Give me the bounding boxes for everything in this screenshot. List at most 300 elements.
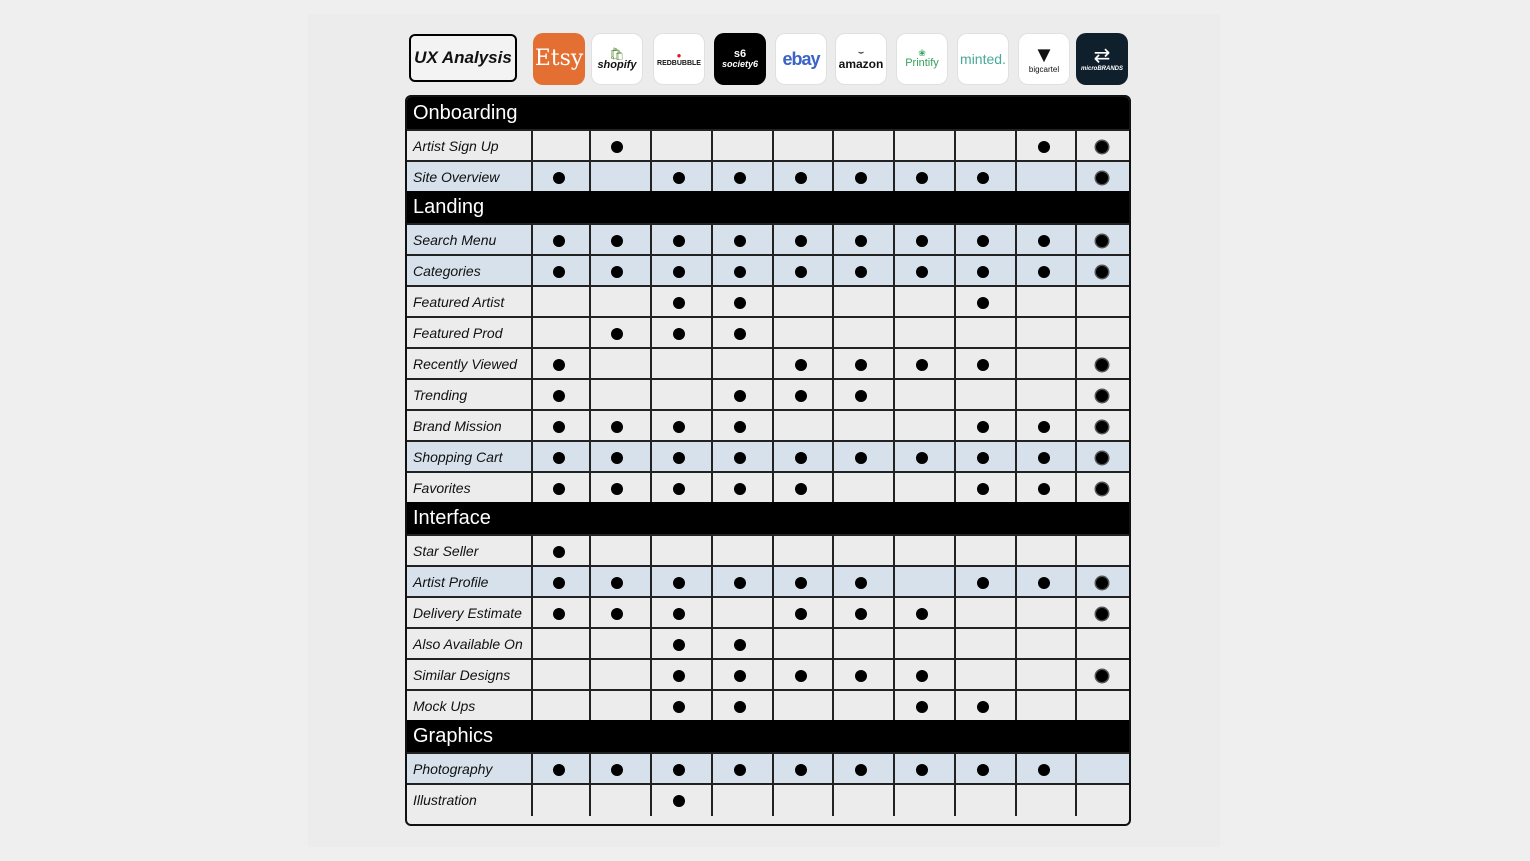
column-divider [832,629,834,660]
column-divider [832,162,834,193]
column-divider [772,691,774,722]
column-divider [1015,473,1017,504]
column-divider [954,225,956,256]
brand-name: amazon [838,57,884,71]
feature-mark-ebay [795,764,807,776]
row-label: Featured Prod [413,324,503,341]
column-divider [1015,349,1017,380]
column-divider [650,567,652,598]
column-divider [1015,442,1017,473]
feature-mark-society6 [734,670,746,682]
column-divider [711,287,713,318]
brand-logo-shopify [591,33,643,85]
column-divider [589,318,591,349]
table-row [407,316,1129,347]
chart-title: UX Analysis [409,34,517,82]
feature-mark-minted [977,577,989,589]
table-row [407,783,1129,814]
row-label: Featured Artist [413,293,505,310]
column-divider [589,598,591,629]
column-divider [1075,785,1077,816]
feature-mark-etsy [553,359,565,371]
column-divider [832,442,834,473]
feature-mark-ebay [795,670,807,682]
brand-logo-minted [957,33,1009,85]
feature-mark-minted [977,452,989,464]
column-divider [650,785,652,816]
column-divider [1075,411,1077,442]
column-divider [954,660,956,691]
feature-mark-minted [977,266,989,278]
printify-leaf-icon: ❀ [918,48,926,58]
section-header-landing: Landing [407,191,1129,223]
feature-mark-minted [977,359,989,371]
column-divider [832,318,834,349]
feature-mark-amazon [855,359,867,371]
feature-mark-society6 [734,764,746,776]
column-divider [893,318,895,349]
column-divider [832,567,834,598]
feature-mark-ebay [795,390,807,402]
feature-mark-redbubble [673,452,685,464]
feature-mark-amazon [855,390,867,402]
column-divider [589,442,591,473]
brand-name: ebay [782,49,820,69]
brand-logo-micro-brands [1076,33,1128,85]
feature-mark-amazon [855,452,867,464]
column-divider [531,660,533,691]
column-divider [832,225,834,256]
column-divider [650,598,652,629]
feature-mark-society6 [734,235,746,247]
table-row [407,689,1129,720]
column-divider [893,785,895,816]
column-divider [711,473,713,504]
brand-name: REDBUBBLE [657,59,701,67]
column-divider [711,380,713,411]
column-divider [893,536,895,567]
column-divider [589,162,591,193]
feature-mark-amazon [855,670,867,682]
column-divider [1075,691,1077,722]
column-divider [650,162,652,193]
column-divider [1015,256,1017,287]
feature-mark-society6 [734,266,746,278]
feature-mark-society6 [734,390,746,402]
column-divider [1015,287,1017,318]
feature-mark-etsy [553,421,565,433]
column-divider [531,225,533,256]
column-divider [772,131,774,162]
feature-mark-ebay [795,483,807,495]
feature-mark-redbubble [673,235,685,247]
feature-mark-redbubble [673,172,685,184]
feature-mark-etsy [553,452,565,464]
column-divider [650,287,652,318]
feature-mark-shopify [611,421,623,433]
feature-mark-shopify [611,266,623,278]
feature-mark-printify [916,670,928,682]
section-header-onboarding: Onboarding [407,97,1129,129]
column-divider [589,567,591,598]
feature-mark-ebay [795,172,807,184]
column-divider [1075,536,1077,567]
table-row [407,347,1129,378]
brand-logo-society6 [714,33,766,85]
feature-mark-etsy [553,577,565,589]
feature-mark-big-cartel [1038,764,1050,776]
column-divider [954,473,956,504]
column-divider [832,380,834,411]
column-divider [1075,473,1077,504]
column-divider [531,629,533,660]
column-divider [772,318,774,349]
brand-logo-big-cartel [1018,33,1070,85]
row-label: Photography [413,760,493,777]
column-divider [1075,442,1077,473]
feature-mark-printify [916,608,928,620]
feature-mark-redbubble [673,701,685,713]
feature-mark-redbubble [673,764,685,776]
column-divider [531,131,533,162]
column-divider [1075,660,1077,691]
column-divider [832,411,834,442]
column-divider [893,380,895,411]
column-divider [531,536,533,567]
column-divider [893,660,895,691]
feature-mark-shopify [611,141,623,153]
column-divider [832,349,834,380]
column-divider [772,442,774,473]
column-divider [832,691,834,722]
table-row [407,160,1129,191]
feature-mark-redbubble [673,421,685,433]
feature-mark-micro-brands [1096,608,1108,620]
microbrands-arrow-icon: ⇄ [1093,45,1111,67]
brand-name: Printify [905,57,939,69]
column-divider [954,162,956,193]
column-divider [954,536,956,567]
column-divider [1015,567,1017,598]
feature-mark-minted [977,483,989,495]
column-divider [711,256,713,287]
column-divider [531,473,533,504]
society6-s6-icon: s6 [733,48,747,60]
column-divider [893,162,895,193]
feature-mark-big-cartel [1038,421,1050,433]
column-divider [1075,256,1077,287]
column-divider [589,473,591,504]
table-row [407,129,1129,160]
feature-mark-micro-brands [1096,452,1108,464]
column-divider [893,411,895,442]
brand-name: society6 [721,59,759,69]
column-divider [711,660,713,691]
feature-mark-amazon [855,764,867,776]
column-divider [893,598,895,629]
column-divider [711,785,713,816]
column-divider [711,318,713,349]
table-row [407,378,1129,409]
column-divider [893,473,895,504]
column-divider [1075,629,1077,660]
column-divider [711,598,713,629]
brand-logo-etsy [533,33,585,85]
feature-mark-redbubble [673,297,685,309]
feature-mark-printify [916,359,928,371]
table-row [407,223,1129,254]
column-divider [531,691,533,722]
column-divider [954,785,956,816]
column-divider [772,785,774,816]
column-divider [589,411,591,442]
feature-mark-amazon [855,608,867,620]
brand-logo-ebay [775,33,827,85]
column-divider [589,349,591,380]
feature-mark-printify [916,452,928,464]
column-divider [1075,754,1077,785]
feature-mark-redbubble [673,577,685,589]
feature-mark-ebay [795,235,807,247]
column-divider [650,536,652,567]
brand-logo-redbubble [653,33,705,85]
feature-mark-big-cartel [1038,235,1050,247]
column-divider [650,380,652,411]
feature-mark-society6 [734,483,746,495]
feature-mark-amazon [855,577,867,589]
row-label: Site Overview [413,168,500,185]
feature-mark-etsy [553,390,565,402]
table-row [407,534,1129,565]
feature-mark-printify [916,266,928,278]
column-divider [650,473,652,504]
feature-mark-ebay [795,608,807,620]
amazon-smile-icon: ⌣ [857,47,865,58]
brand-name: bigcartel [1028,65,1060,74]
column-divider [832,536,834,567]
feature-mark-shopify [611,577,623,589]
feature-mark-minted [977,172,989,184]
column-divider [1075,318,1077,349]
column-divider [893,754,895,785]
column-divider [1015,411,1017,442]
feature-mark-minted [977,297,989,309]
table-row [407,440,1129,471]
column-divider [711,225,713,256]
column-divider [589,287,591,318]
column-divider [832,754,834,785]
feature-mark-printify [916,172,928,184]
feature-mark-society6 [734,172,746,184]
feature-mark-micro-brands [1096,670,1108,682]
column-divider [711,349,713,380]
column-divider [772,754,774,785]
feature-mark-society6 [734,701,746,713]
column-divider [893,691,895,722]
row-label: Illustration [413,791,477,808]
column-divider [711,442,713,473]
row-label: Trending [413,386,468,403]
column-divider [711,162,713,193]
feature-mark-society6 [734,577,746,589]
table-row [407,752,1129,783]
column-divider [893,256,895,287]
column-divider [650,629,652,660]
column-divider [893,349,895,380]
column-divider [772,473,774,504]
feature-mark-big-cartel [1038,141,1050,153]
column-divider [589,256,591,287]
row-label: Brand Mission [413,417,502,434]
feature-mark-etsy [553,172,565,184]
column-divider [589,785,591,816]
feature-mark-micro-brands [1096,483,1108,495]
column-divider [589,754,591,785]
section-header-graphics: Graphics [407,720,1129,752]
column-divider [589,536,591,567]
column-divider [650,442,652,473]
column-divider [650,754,652,785]
column-divider [954,411,956,442]
column-divider [832,785,834,816]
feature-mark-shopify [611,608,623,620]
feature-mark-redbubble [673,670,685,682]
row-label: Shopping Cart [413,448,503,465]
column-divider [954,629,956,660]
row-label: Also Available On [413,635,523,652]
column-divider [1015,660,1017,691]
column-divider [589,691,591,722]
row-label: Categories [413,262,481,279]
column-divider [531,287,533,318]
table-row [407,596,1129,627]
column-divider [1075,162,1077,193]
column-divider [772,536,774,567]
column-divider [954,691,956,722]
table-row [407,254,1129,285]
column-divider [1075,131,1077,162]
column-divider [954,380,956,411]
column-divider [1075,225,1077,256]
column-divider [650,318,652,349]
column-divider [650,691,652,722]
feature-mark-micro-brands [1096,141,1108,153]
column-divider [772,629,774,660]
row-label: Mock Ups [413,697,476,714]
column-divider [531,349,533,380]
table-row [407,409,1129,440]
column-divider [772,287,774,318]
column-divider [1015,225,1017,256]
column-divider [954,598,956,629]
column-divider [893,131,895,162]
feature-mark-etsy [553,764,565,776]
column-divider [711,411,713,442]
brand-name: microBRANDS [1080,66,1123,72]
column-divider [1075,349,1077,380]
column-divider [1075,567,1077,598]
feature-mark-big-cartel [1038,577,1050,589]
column-divider [531,318,533,349]
feature-mark-micro-brands [1096,390,1108,402]
feature-mark-amazon [855,172,867,184]
column-divider [893,629,895,660]
feature-mark-printify [916,764,928,776]
row-label: Favorites [413,479,471,496]
column-divider [1015,318,1017,349]
section-header-interface: Interface [407,502,1129,534]
column-divider [954,567,956,598]
column-divider [531,380,533,411]
comparison-table [405,95,1131,826]
column-divider [589,660,591,691]
column-divider [832,598,834,629]
column-divider [954,287,956,318]
row-label: Recently Viewed [413,355,518,372]
feature-mark-big-cartel [1038,266,1050,278]
feature-mark-society6 [734,328,746,340]
column-divider [954,318,956,349]
column-divider [1015,629,1017,660]
brand-logo-amazon [835,33,887,85]
column-divider [1015,754,1017,785]
column-divider [893,287,895,318]
feature-mark-ebay [795,359,807,371]
column-divider [711,691,713,722]
column-divider [772,225,774,256]
feature-mark-shopify [611,764,623,776]
feature-mark-redbubble [673,608,685,620]
feature-mark-etsy [553,483,565,495]
column-divider [650,411,652,442]
column-divider [1075,598,1077,629]
column-divider [531,411,533,442]
column-divider [711,629,713,660]
feature-mark-micro-brands [1096,235,1108,247]
shopify-bag-icon: 🛍 [609,46,625,61]
column-divider [954,131,956,162]
row-label: Search Menu [413,231,497,248]
feature-mark-shopify [611,235,623,247]
table-row [407,285,1129,316]
feature-mark-shopify [611,483,623,495]
feature-mark-redbubble [673,639,685,651]
row-label: Similar Designs [413,666,511,683]
column-divider [589,629,591,660]
feature-mark-society6 [734,639,746,651]
feature-mark-ebay [795,266,807,278]
column-divider [954,754,956,785]
column-divider [1015,691,1017,722]
column-divider [531,162,533,193]
column-divider [1015,162,1017,193]
column-divider [589,131,591,162]
feature-mark-redbubble [673,483,685,495]
column-divider [772,380,774,411]
column-divider [711,536,713,567]
column-divider [772,411,774,442]
redbubble-icon: ● [676,50,682,60]
feature-mark-redbubble [673,266,685,278]
feature-mark-society6 [734,297,746,309]
feature-mark-minted [977,421,989,433]
column-divider [531,256,533,287]
row-label: Star Seller [413,542,479,559]
feature-mark-micro-brands [1096,266,1108,278]
column-divider [832,256,834,287]
column-divider [1015,131,1017,162]
column-divider [772,162,774,193]
